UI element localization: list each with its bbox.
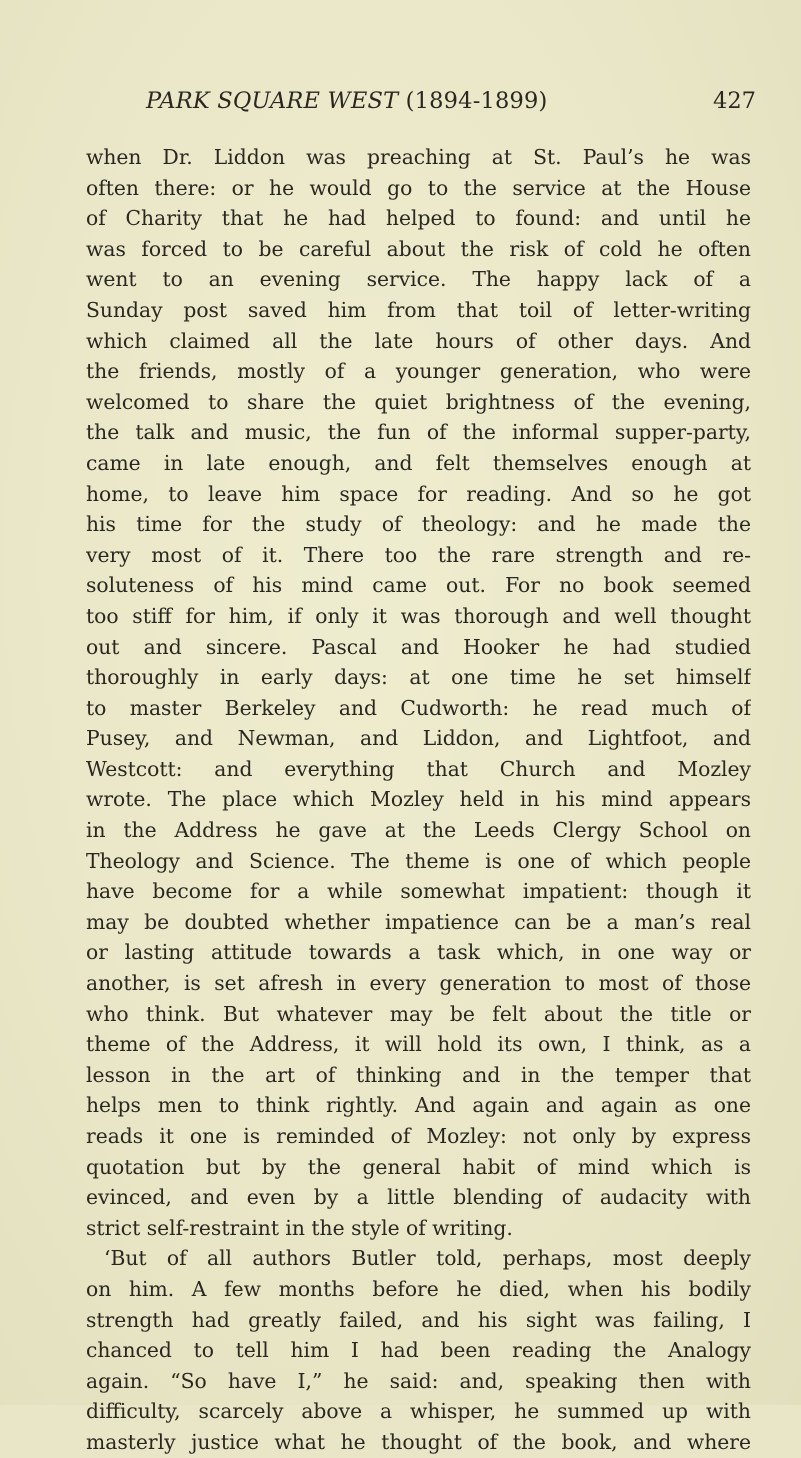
text-line: Sunday post saved him from that toil of letter-writing [86, 297, 751, 322]
text-line: the talk and music, the fun of the informal supper-party, [86, 420, 751, 445]
text-line: welcomed to share the quiet brightness of the evening, [86, 389, 751, 414]
text-line: soluteness of his mind came out. For no book seemed [86, 573, 751, 598]
text-line: went to an evening service. The happy lack of a [86, 267, 751, 292]
text-line: often there: or he would go to the service at the House [86, 175, 751, 200]
text-line: chanced to tell him I had been reading the Analogy [86, 1338, 751, 1363]
text-line: evinced, and even by a little blending of audacity with [86, 1185, 751, 1210]
text-line: his time for the study of theology: and he made the [86, 512, 751, 537]
running-title [146, 88, 548, 114]
text-line: theme of the Address, it will hold its own, I think, as a [86, 1032, 751, 1057]
chapter-title: PARK SQUARE WEST [146, 88, 399, 114]
text-line: who think. But whatever may be felt about the title or [86, 1001, 751, 1026]
text-line: Theology and Science. The theme is one of which people [86, 848, 751, 873]
chapter-years: (1894-1899) [405, 88, 548, 114]
text-line: too stiff for him, if only it was thorough and well thought [86, 603, 751, 628]
text-line: on him. A few months before he died, when his bodily [86, 1276, 751, 1301]
text-line: Pusey, and Newman, and Liddon, and Lightfoot, and [86, 726, 751, 751]
text-line: or lasting attitude towards a task which, in one way or [86, 940, 751, 965]
text-line: masterly justice what he thought of the book, and where [86, 1429, 751, 1454]
body-text [86, 142, 751, 1458]
paragraph-start-line: ‘But of all authors Butler told, perhaps, most deeply [104, 1246, 751, 1271]
text-line: another, is set afresh in every generation to most of those [86, 971, 751, 996]
text-line: was forced to be careful about the risk of cold he often [86, 236, 751, 261]
text-line: out and sincere. Pascal and Hooker he had studied [86, 634, 751, 659]
page-number: 427 [713, 88, 756, 114]
text-line: lesson in the art of thinking and in the temper that [86, 1062, 751, 1087]
text-line: wrote. The place which Mozley held in his mind appears [86, 787, 751, 812]
text-line: quotation but by the general habit of mind which is [86, 1154, 751, 1179]
text-line: came in late enough, and felt themselves enough at [86, 450, 751, 475]
text-line: when Dr. Liddon was preaching at St. Paul’s he was [86, 145, 751, 169]
text-line: difficulty, scarcely above a whisper, he summed up with [86, 1399, 751, 1424]
text-line: very most of it. There too the rare strength and re- [86, 542, 751, 567]
text-line: Westcott: and everything that Church and Mozley [86, 756, 751, 781]
text-line: to master Berkeley and Cudworth: he read much of [86, 695, 751, 720]
text-line: may be doubted whether impatience can be a man’s real [86, 909, 751, 934]
text-line: reads it one is reminded of Mozley: not only by express [86, 1124, 751, 1148]
text-line: strength had greatly failed, and his sight was failing, I [86, 1307, 751, 1332]
text-line: have become for a while somewhat impatient: though it [86, 879, 751, 904]
paragraph-end-line: strict self-restraint in the style of writing. [86, 1215, 513, 1240]
text-line: thoroughly in early days: at one time he set himself [86, 665, 751, 690]
text-line: helps men to think rightly. And again and again as one [86, 1093, 751, 1118]
text-line: which claimed all the late hours of other days. And [86, 328, 751, 353]
text-line: again. “So have I,” he said: and, speaking then with [86, 1368, 751, 1393]
running-head [146, 88, 756, 122]
text-line: the friends, mostly of a younger generation, who were [86, 359, 751, 384]
text-line: of Charity that he had helped to found: and until he [86, 206, 751, 231]
text-line: in the Address he gave at the Leeds Clergy School on [86, 818, 751, 843]
text-line: home, to leave him space for reading. And so he got [86, 481, 751, 506]
